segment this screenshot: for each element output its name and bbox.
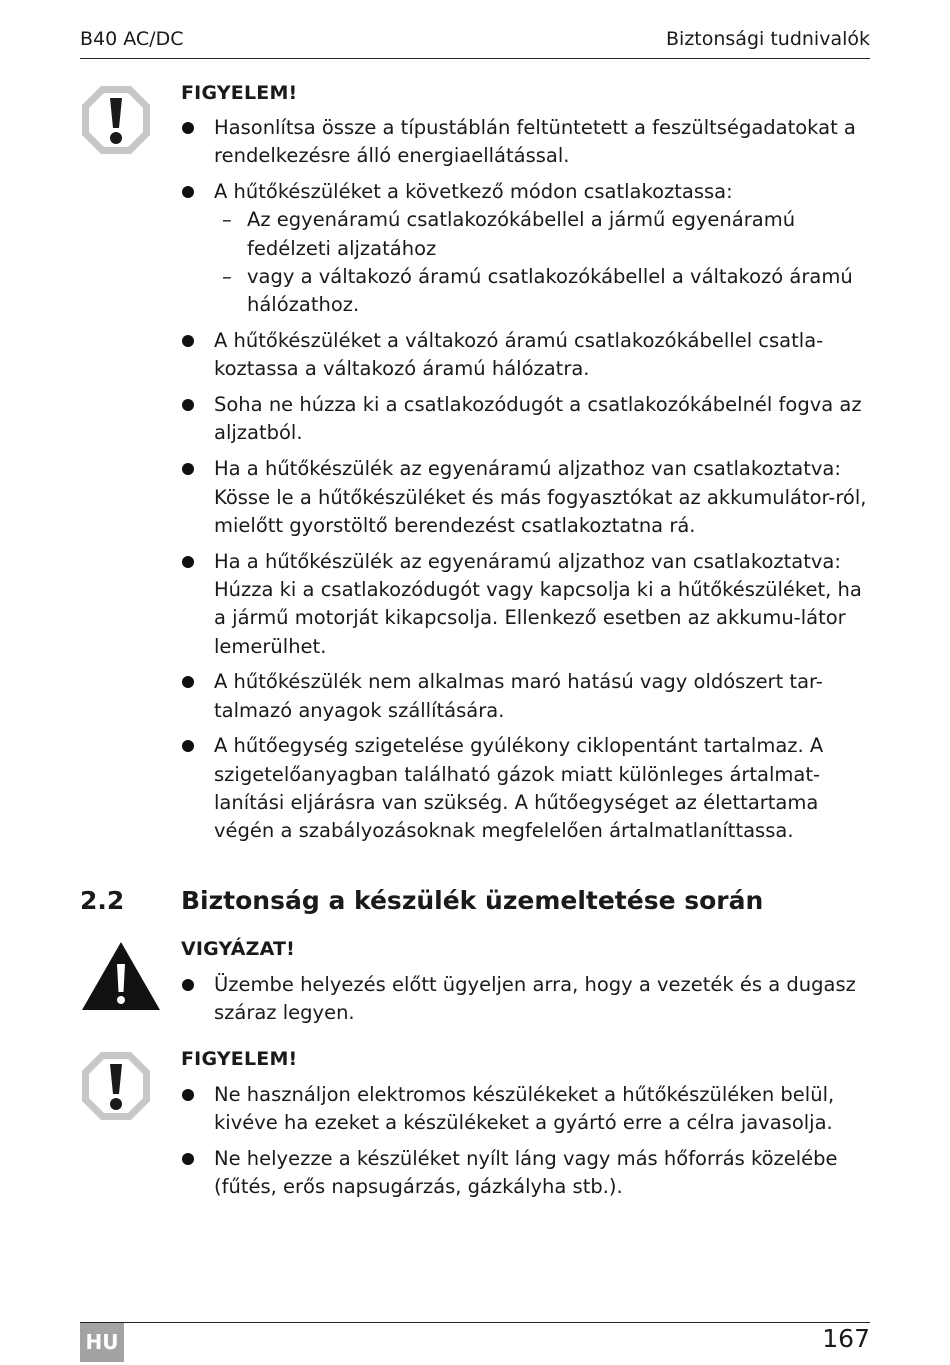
warning-triangle-icon bbox=[80, 940, 162, 1012]
caution-list bbox=[181, 971, 871, 1035]
list-item: Üzembe helyezés előtt ügyeljen arra, hogy a vezeték és a dugasz száraz legyen. bbox=[181, 971, 871, 1028]
list-item: A hűtőkészülék nem alkalmas maró hatású vagy oldószert tar-talmazó anyagok szállítására. bbox=[181, 668, 871, 725]
list-item: Hasonlítsa össze a típustáblán feltüntetett a feszültségadatokat a rendelkezésre álló energiaellátással. bbox=[181, 114, 871, 171]
list-item: A hűtőkészüléket a váltakozó áramú csatlakozókábellel csatla-koztassa a váltakozó áramú hálózatra. bbox=[181, 327, 871, 384]
notice-list bbox=[181, 114, 871, 853]
notice-label: FIGYELEM! bbox=[181, 82, 298, 104]
list-item: Ne használjon elektromos készülékeket a hűtőkészüléken belül, kivéve ha ezeket a készülékeket a gyártó erre a célra javasolja. bbox=[181, 1081, 871, 1138]
list-item: Ne helyezze a készüléket nyílt láng vagy más hőforrás közelébe (fűtés, erős napsugárzás, gázkályha stb.). bbox=[181, 1145, 871, 1202]
header-chapter: Biztonsági tudnivalók bbox=[666, 28, 870, 50]
list-item bbox=[181, 178, 871, 319]
sub-list-item: – vagy a váltakozó áramú csatlakozókábellel a váltakozó áramú hálózathoz. bbox=[214, 263, 871, 320]
sub-list-item: – Az egyenáramú csatlakozókábellel a jármű egyenáramú fedélzeti aljzatához bbox=[214, 206, 871, 263]
page-header bbox=[80, 26, 870, 59]
header-model: B40 AC/DC bbox=[80, 28, 184, 50]
list-item-text: A hűtőkészüléket a következő módon csatlakoztassa: bbox=[214, 180, 733, 204]
list-item: Ha a hűtőkészülék az egyenáramú aljzathoz van csatlakoztatva: Húzza ki a csatlakozódugót vagy kapcsolja ki a hűtőkészüléket, ha a jármű motorját kikapcsolja. Ellenkező esetben az akkumu-látor lemerülhet. bbox=[181, 548, 871, 661]
language-badge: HU bbox=[80, 1323, 124, 1362]
list-item: A hűtőegység szigetelése gyúlékony ciklopentánt tartalmaz. A szigetelőanyagban található gázok miatt különleges ártalmat-lanítási eljárásra van szükség. A hűtőegységet az élettartama végén a szabályozásoknak megfelelően ártalmatlaníttassa. bbox=[181, 732, 871, 845]
list-item: Soha ne húzza ki a csatlakozódugót a csatlakozókábelnél fogva az aljzatból. bbox=[181, 391, 871, 448]
list-item: Ha a hűtőkészülék az egyenáramú aljzathoz van csatlakoztatva: Kösse le a hűtőkészüléket és más fogyasztókat az akkumulátor-ról, mielőtt gyorstöltő berendezést csatlakoztatna rá. bbox=[181, 455, 871, 540]
notice-label: FIGYELEM! bbox=[181, 1048, 298, 1070]
caution-label: VIGYÁZAT! bbox=[181, 938, 296, 960]
page-number: 167 bbox=[822, 1324, 870, 1353]
footer-divider bbox=[80, 1322, 870, 1323]
sub-list bbox=[214, 206, 871, 319]
notice-list bbox=[181, 1081, 871, 1209]
section-title: Biztonság a készülék üzemeltetése során bbox=[181, 886, 764, 915]
notice-octagon-icon bbox=[80, 84, 152, 156]
notice-octagon-icon bbox=[80, 1050, 152, 1122]
section-number: 2.2 bbox=[80, 886, 125, 915]
